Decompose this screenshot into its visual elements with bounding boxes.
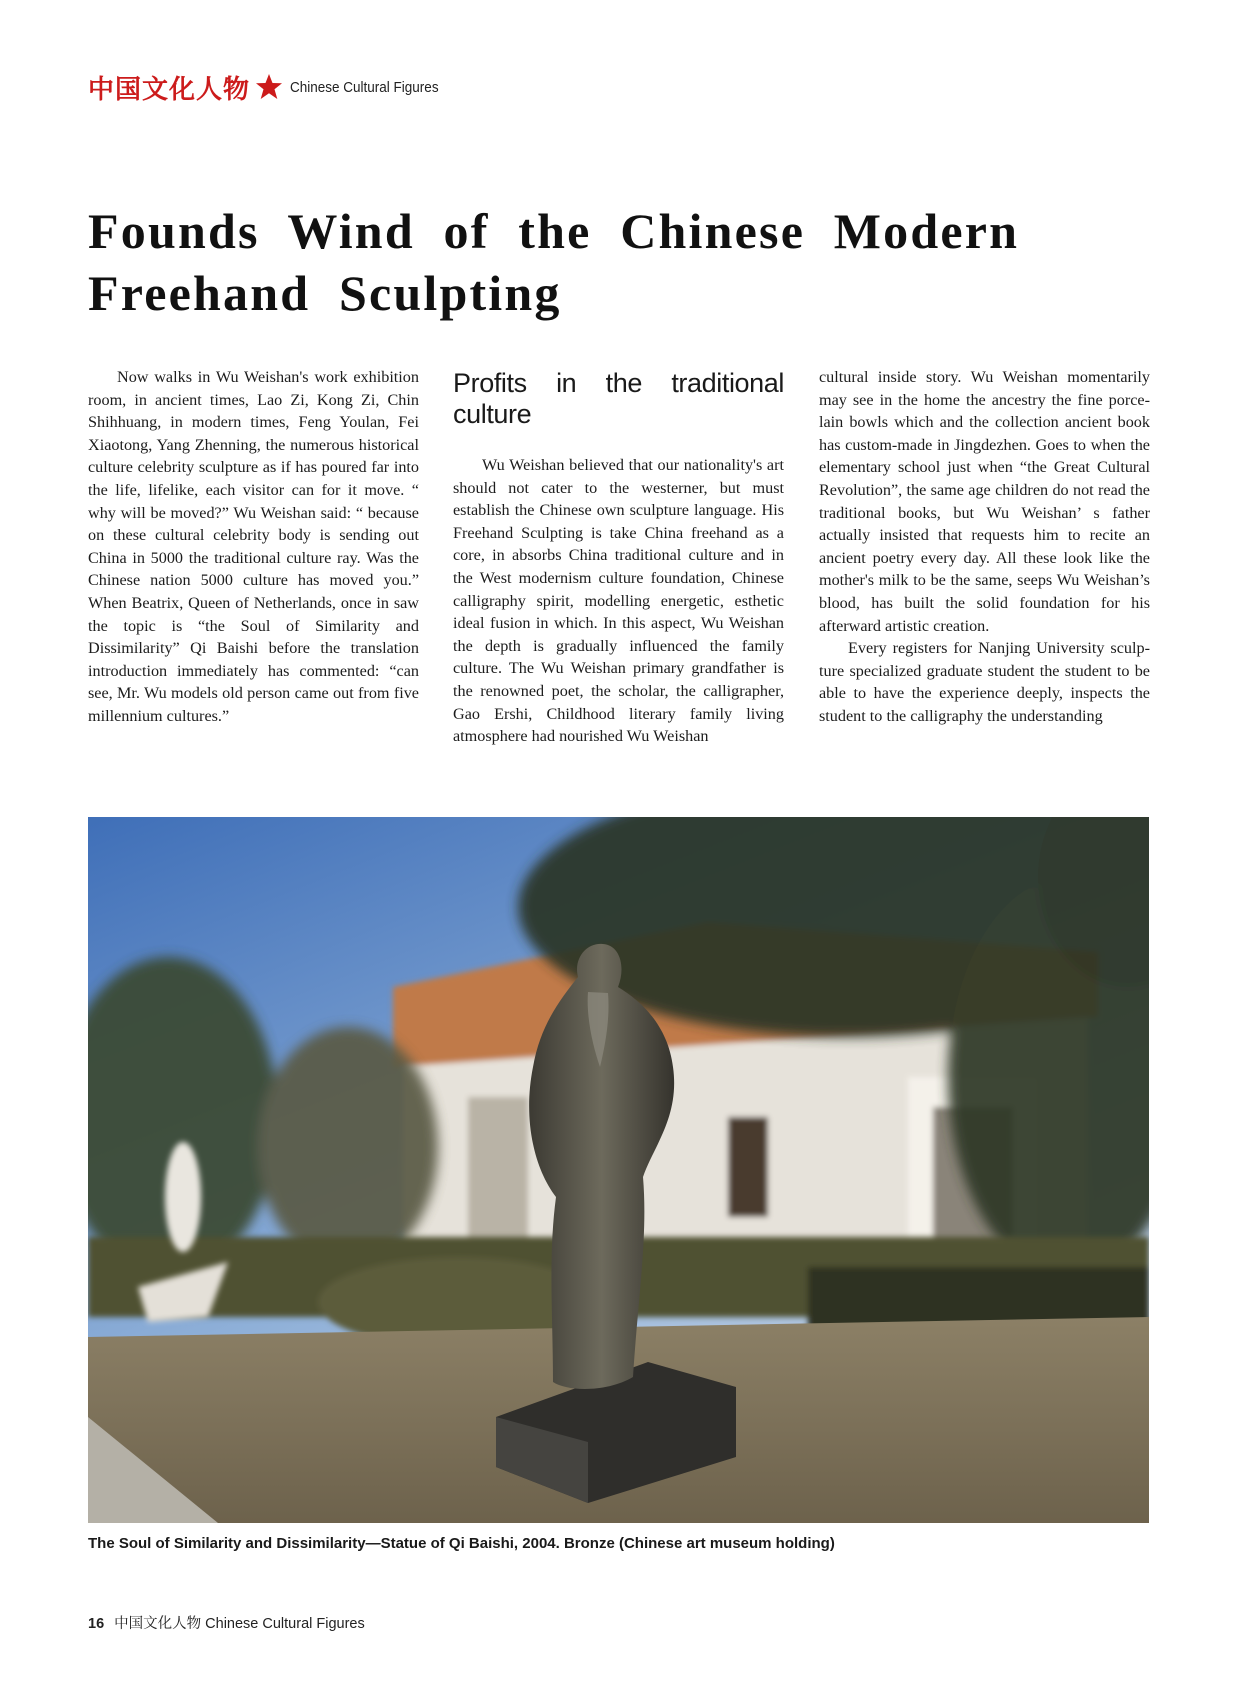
photo-caption: The Soul of Similarity and Dissimilarity—Statue of Qi Baishi, 2004. Bronze (Chinese art museum holding)	[88, 1535, 835, 1552]
red-star-icon	[254, 72, 284, 102]
statue-photo-illustration	[88, 817, 1149, 1523]
magazine-header	[88, 70, 455, 104]
article-title	[88, 200, 1148, 324]
footer-magazine-name: 中国文化人物 Chinese Cultural Figures	[114, 1616, 365, 1632]
paragraph: Now walks in Wu Weishan's work exhibition room, in ancient times, Lao Zi, Kong Zi, Chin Shihhuang, in modern times, Feng Youlan, Fei Xiaotong, Yang Zhenning, the numerous historical culture celebrity sculpture as if has poured far into the life, lifelike, each visitor can for it move. “ why will be moved?” Wu Weishan said: “ because on these cultural celebrity body is sending out China in 5000 the traditional culture ray. Was the Chinese nation 5000 culture has moved you.” When Beatrix, Queen of Netherlands, once in saw the topic is “the Soul of Similarity and Dissimilarity” Qi Baishi before the translation introduction immediately has commented: “can see, Mr. Wu models old person came out from five millennium cultures.”	[88, 368, 419, 725]
section-subheading: Profits in the traditional culture	[453, 368, 784, 429]
paragraph: cultural inside story. Wu Weishan momentarily may see in the home the ancestry the fine porcelain bowls which and the collection ancient book has custom-made in Jingdezhen. Goes to when the elementary school just when “the Great Cultural Revolution”, the same age children do not read the traditional books, but Wu Weishan’ s father actually insisted that requests him to recite an ancient poetry every day. All these look like the mother's milk to be the same, seeps Wu Weishan’s blood, has built the solid foundation for his afterward artistic creation.	[819, 368, 1150, 635]
text-column-3	[819, 366, 1150, 728]
magazine-name-en: Chinese Cultural Figures	[290, 78, 439, 96]
title-line-2: Freehand Sculpting	[88, 265, 562, 321]
text-column-1	[88, 366, 419, 728]
title-line-1: Founds Wind of the Chinese Modern	[88, 203, 1020, 259]
statue-photo	[88, 817, 1149, 1523]
magazine-logo-cn: 中国文化人物	[88, 74, 251, 105]
page-footer	[88, 1612, 365, 1633]
text-column-2	[453, 366, 784, 748]
paragraph: Every registers for Nanjing University sculpture specialized graduate student the student to be able to have the experience deeply, inspects the student to the calligraphy the understanding	[819, 639, 1150, 725]
paragraph: Wu Weishan believed that our nationality's art should not cater to the westerner, but must establish the Chinese own sculpture language. His Freehand Sculpting is take China freehand as a core, in absorbs China traditional culture and in the West modernism culture foundation, Chinese calligraphy spirit, modelling energetic, esthetic ideal fusion in which. In this aspect, Wu Weishan the depth is gradually influenced the family culture. The Wu Weishan primary grandfather is the renowned poet, the scholar, the calligrapher, Gao Ershi, Childhood literary family living atmosphere had nourished Wu Weishan	[453, 456, 784, 746]
page-number: 16	[88, 1616, 105, 1632]
